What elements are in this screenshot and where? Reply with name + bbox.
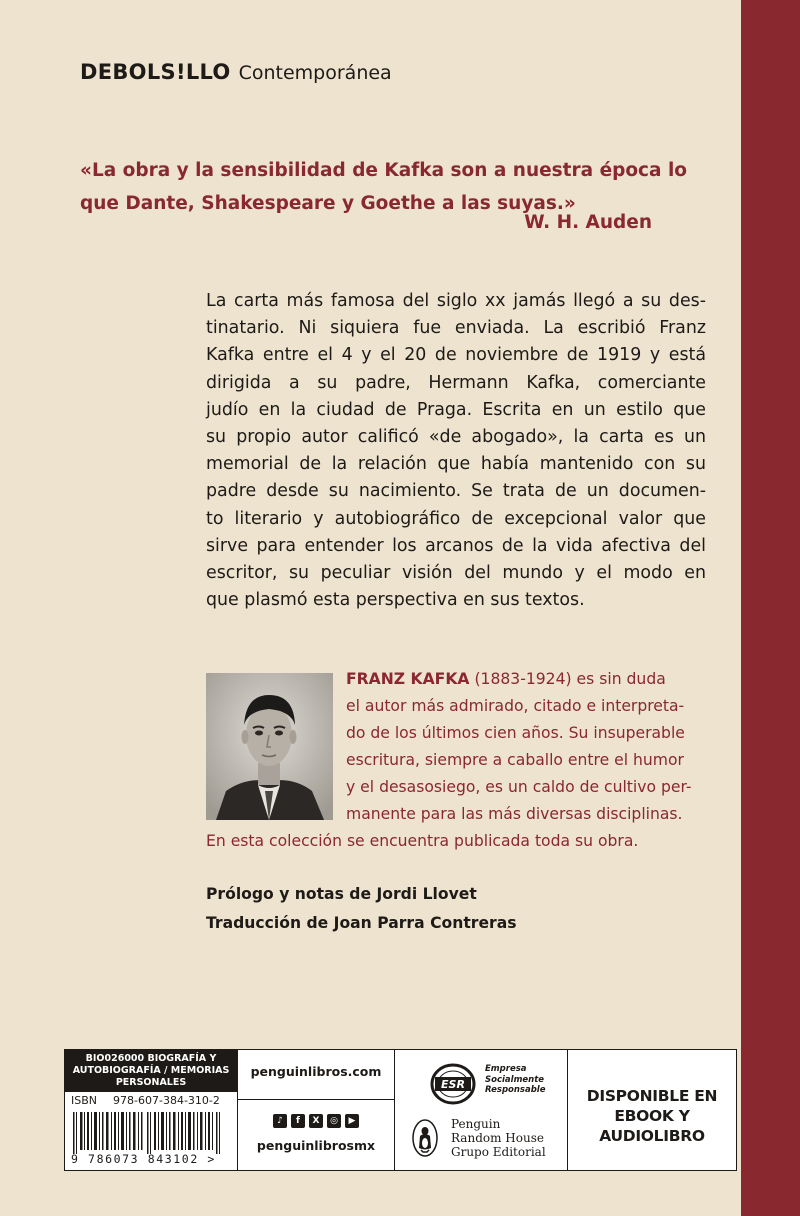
author-bio [346, 666, 692, 828]
credits [206, 880, 517, 938]
availability-line: DISPONIBLE EN [586, 1087, 718, 1105]
isbn-label: ISBN [71, 1094, 98, 1107]
synopsis-line: La carta más famosa del siglo xx jamás llegó a su des- [206, 291, 706, 311]
esr-line: Empresa [485, 1064, 527, 1074]
author-portrait [206, 673, 333, 820]
collection-name: Contemporánea [238, 62, 392, 84]
translation-credit: Traducción de Joan Parra Contreras [206, 914, 517, 932]
synopsis-line: dirigida a su padre, Hermann Kafka, comerciante [206, 372, 706, 393]
bio-line: do de los últimos cien años. Su insuperable [346, 724, 685, 742]
synopsis-line: escritor, su peculiar visión del mundo y el modo en [206, 563, 706, 584]
barcode-icon [71, 1112, 231, 1154]
instagram-icon[interactable]: ◎ [327, 1114, 341, 1128]
author-name: FRANZ KAFKA [346, 670, 470, 688]
barcode-cell [65, 1050, 238, 1170]
synopsis-line: sirve para entender los arcanos de la vida afectiva del [206, 535, 706, 556]
bio-first-line: (1883-1924) es sin duda [469, 670, 666, 688]
author-portrait-drawing [206, 673, 333, 820]
brand-logo: DEBOLS!LLO [80, 60, 231, 84]
synopsis-line: tinatario. Ni siquiera fue enviada. La escribió Franz [206, 318, 706, 339]
synopsis-line: que plasmó esta perspectiva en sus textos. [206, 590, 585, 611]
availability-note [568, 1086, 736, 1146]
esr-text [485, 1064, 545, 1096]
svg-text:ESR: ESR [441, 1078, 465, 1091]
barcode-digits: 9 786073 843102 > [71, 1152, 216, 1166]
info-box [64, 1049, 737, 1171]
esr-logo-icon [429, 1062, 477, 1106]
pull-quote: «La obra y la sensibilidad de Kafka son a nuestra época lo que Dante, Shakespeare y Goethe a las suyas.» [80, 160, 688, 214]
bio-last-line: En esta colección se encuentra publicada toda su obra. [206, 832, 639, 850]
quote-author: W. H. Auden [524, 212, 652, 233]
website-link[interactable]: penguinlibros.com [250, 1064, 382, 1079]
penguin-logo-icon [411, 1118, 439, 1158]
synopsis-line: judío en la ciudad de Praga. Escrita en un estilo que [206, 399, 706, 420]
synopsis-line: memorial de la relación que había mantenido con su [206, 454, 706, 475]
divider [238, 1099, 394, 1100]
synopsis-line: Kafka entre el 4 y el 20 de noviembre de 1919 y está [206, 345, 706, 366]
bio-line: y el desasosiego, es un caldo de cultivo per- [346, 778, 692, 796]
publisher-name [451, 1117, 546, 1159]
isbn-number: 978-607-384-310-2 [113, 1094, 220, 1107]
isbn-row [65, 1092, 237, 1109]
publisher-line: Penguin [451, 1117, 501, 1131]
tiktok-icon[interactable]: ♪ [273, 1114, 287, 1128]
bio-line [346, 666, 666, 693]
synopsis-line: su propio autor calificó «de abogado», la carta es un [206, 427, 706, 448]
web-cell [238, 1050, 395, 1170]
social-icons [238, 1114, 394, 1128]
bio-line: escritura, siempre a caballo entre el humor [346, 751, 684, 769]
esr-line: Responsable [485, 1085, 546, 1095]
publisher-line: Random House [451, 1131, 544, 1145]
bio-line: manente para las más diversas disciplinas. [346, 805, 683, 823]
spine-band [741, 0, 800, 1216]
prologue-credit: Prólogo y notas de Jordi Llovet [206, 885, 477, 903]
synopsis [206, 288, 706, 614]
availability-line: EBOOK Y AUDIOLIBRO [599, 1107, 705, 1145]
esr-line: Socialmente [485, 1074, 545, 1085]
social-handle[interactable]: penguinlibrosmx [256, 1138, 376, 1153]
synopsis-line: padre desde su nacimiento. Se trata de un documen- [206, 481, 706, 502]
facebook-icon[interactable]: f [291, 1114, 305, 1128]
publisher-brand [80, 60, 392, 90]
availability-cell [568, 1050, 736, 1170]
youtube-icon[interactable]: ▶ [345, 1114, 359, 1128]
publisher-cell [395, 1050, 568, 1170]
category-label: BIO026000 BIOGRAFÍA Y AUTOBIOGRAFÍA / MEMORIAS PERSONALES [65, 1050, 237, 1092]
synopsis-line: to literario y autobiográfico de excepcional valor que [206, 508, 706, 529]
bio-line: el autor más admirado, citado e interpreta- [346, 697, 685, 715]
publisher-line: Grupo Editorial [451, 1145, 546, 1159]
x-icon[interactable]: X [309, 1114, 323, 1128]
